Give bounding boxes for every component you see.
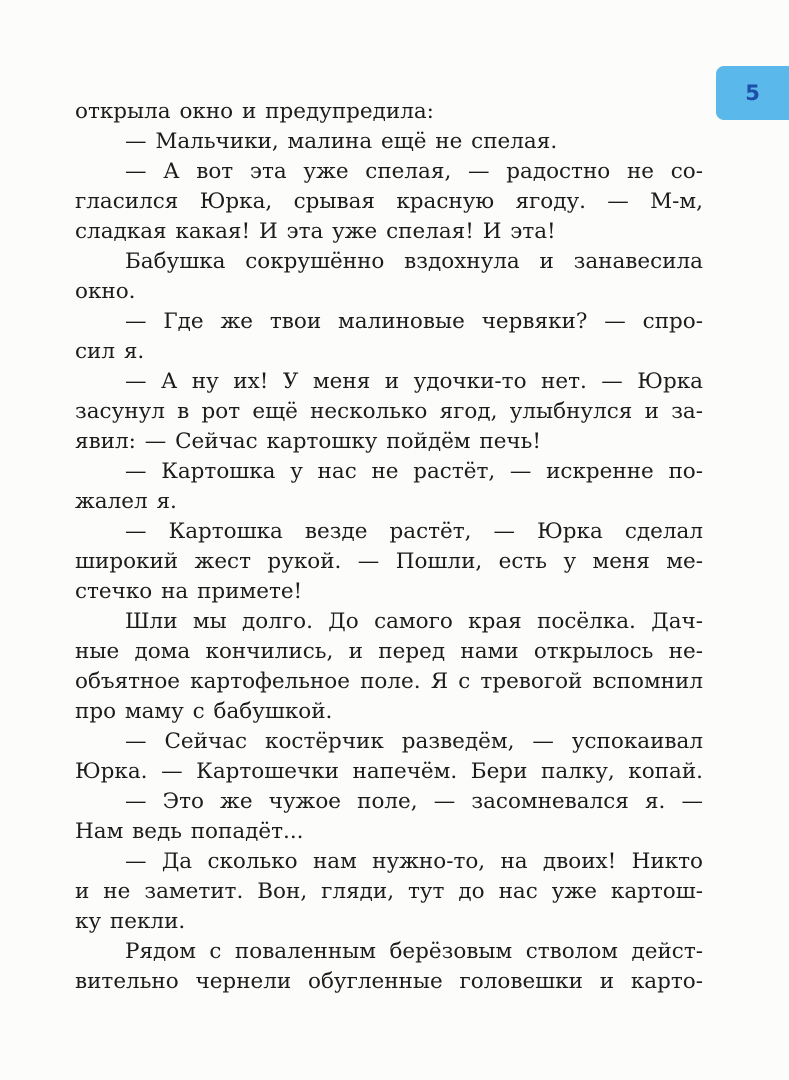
story-text: [75, 97, 703, 997]
text-line: — Это же чужое поле, — засомневался я. —: [125, 789, 703, 814]
text-line: — Сейчас костёрчик разведём, — успокаивал: [125, 729, 703, 754]
text-line: ку пекли.: [75, 909, 186, 934]
text-line: — Да сколько нам нужно-то, на двоих! Никто: [125, 849, 703, 874]
text-line: объятное картофельное поле. Я с тревогой вспомнил: [75, 669, 703, 694]
text-line: Нам ведь попадёт...: [75, 819, 304, 844]
text-line: — А ну их! У меня и удочки-то нет. — Юрка: [125, 369, 703, 394]
page-number-tab: [716, 66, 789, 120]
text-line: Бабушка сокрушённо вздохнула и занавесила: [125, 249, 703, 274]
text-line: Рядом с поваленным берёзовым стволом дейст-: [125, 939, 703, 964]
text-line: вительно чернели обугленные головешки и карто-: [75, 969, 703, 994]
text-line: — Картошка у нас не растёт, — искренне по-: [125, 459, 703, 484]
text-line: про маму с бабушкой.: [75, 699, 333, 724]
text-line: ные дома кончились, и перед нами открылось не-: [75, 639, 703, 664]
text-line: открыла окно и предупредила:: [75, 99, 434, 124]
text-line: — Где же твои малиновые червяки? — спро-: [125, 309, 703, 334]
text-line: окно.: [75, 279, 136, 304]
text-line: — А вот эта уже спелая, — радостно не со-: [125, 159, 703, 184]
text-line: сладкая какая! И эта уже спелая! И эта!: [75, 219, 556, 244]
text-line: — Мальчики, малина ещё не спелая.: [125, 129, 558, 154]
text-line: явил: — Сейчас картошку пойдём печь!: [75, 429, 541, 454]
text-line: — Картошка везде растёт, — Юрка сделал: [125, 519, 703, 544]
text-line: стечко на примете!: [75, 579, 303, 604]
text-line: гласился Юрка, срывая красную ягоду. — М-м,: [75, 189, 703, 214]
text-line: Юрка. — Картошечки напечём. Бери палку, копай.: [75, 759, 703, 784]
text-line: сил я.: [75, 339, 145, 364]
text-line: широкий жест рукой. — Пошли, есть у меня ме-: [75, 549, 703, 574]
text-line: Шли мы долго. До самого края посёлка. Дач-: [125, 609, 703, 634]
text-line: жалел я.: [75, 489, 177, 514]
page-number: 5: [745, 81, 760, 105]
text-line: и не заметит. Вон, гляди, тут до нас уже картош-: [75, 879, 703, 904]
text-line: засунул в рот ещё несколько ягод, улыбнулся и за-: [75, 399, 703, 424]
